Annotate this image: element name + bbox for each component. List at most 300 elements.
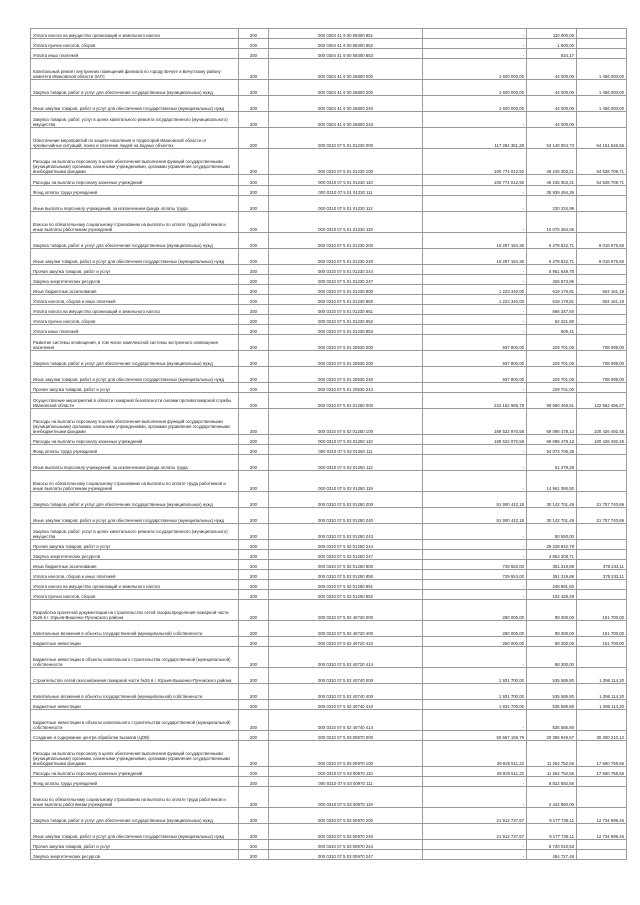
row-code-cell: 200 — [239, 524, 269, 540]
row-name-cell: Иные закупки товаров, работ и услуг для обеспечения государственных (муниципальных) нужд — [31, 508, 239, 524]
table-row — [31, 824, 627, 840]
row-rest-cell — [577, 275, 627, 285]
row-name-cell: Иные закупки товаров, работ и услуг для обеспечения государственных (муниципальных) нужд — [31, 824, 239, 840]
row-kbk-cell: 000 0304 41 9 00 59300 851 — [269, 29, 423, 39]
row-fact-cell: 44 000,00 — [527, 59, 577, 80]
table-row — [31, 435, 627, 445]
row-name-cell: Обеспечение мероприятий по защите населения и территорий Ивановской области от чрезвычайных ситуаций, поиск и спасение людей на водных объектах — [31, 128, 239, 149]
row-rest-cell — [577, 471, 627, 492]
row-name-cell: Прочая закупка товаров, работ и услуг — [31, 383, 239, 393]
row-kbk-cell: 000 0310 07 5 02 01250 852 — [269, 590, 423, 600]
table-row — [31, 59, 627, 80]
row-kbk-cell: 000 0310 07 5 01 01230 240 — [269, 249, 423, 265]
row-rest-cell: 12 734 999,46 — [577, 808, 627, 824]
table-row — [31, 351, 627, 367]
row-code-cell: 200 — [239, 325, 269, 335]
row-code-cell: 200 — [239, 393, 269, 409]
row-rest-cell: 54 528 709,71 — [577, 175, 627, 186]
row-code-cell: 200 — [239, 647, 269, 668]
row-fact-cell: 44 000,00 — [527, 96, 577, 112]
row-rest-cell: 161 700,00 — [577, 621, 627, 637]
row-kbk-cell: 000 0304 41 9 00 59300 852 — [269, 39, 423, 49]
row-name-cell: Уплата налога на имущество организаций и земельного налога — [31, 29, 239, 39]
row-name-cell: Расходы на выплаты персоналу казенных учреждений — [31, 435, 239, 445]
report-page — [30, 28, 626, 860]
row-kbk-cell: 000 0310 07 5 02 01250 850 — [269, 570, 423, 580]
row-fact-cell: 619 178,81 — [527, 295, 577, 305]
row-code-cell: 200 — [239, 409, 269, 435]
row-code-cell: 200 — [239, 508, 269, 524]
row-code-cell: 200 — [239, 315, 269, 325]
row-plan-cell: - — [423, 580, 527, 590]
row-code-cell: 200 — [239, 435, 269, 445]
row-fact-cell: 535 585,80 — [527, 668, 577, 684]
row-code-cell: 200 — [239, 196, 269, 212]
row-kbk-cell: 000 0310 07 5 02 40720 410 — [269, 637, 423, 647]
row-rest-cell — [577, 590, 627, 600]
row-plan-cell: 15 287 194,36 — [423, 249, 527, 265]
row-fact-cell: 30 142 701,49 — [527, 492, 577, 508]
table-row — [31, 540, 627, 550]
row-rest-cell: 64 151 546,55 — [577, 128, 627, 149]
row-plan-cell: 1 500 000,00 — [423, 80, 527, 96]
row-kbk-cell: 000 0310 07 5 02 01250 800 — [269, 560, 423, 570]
row-kbk-cell: 000 0310 07 5 03 00970 244 — [269, 840, 423, 850]
row-rest-cell: 378 233,11 — [577, 570, 627, 580]
row-plan-cell: - — [423, 315, 527, 325]
row-plan-cell: - — [423, 647, 527, 668]
row-kbk-cell: 000 0310 07 5 01 01230 850 — [269, 295, 423, 305]
row-rest-cell — [577, 787, 627, 808]
row-code-cell: 200 — [239, 233, 269, 249]
row-plan-cell: - — [423, 305, 527, 315]
row-fact-cell: 69 096 478,13 — [527, 409, 577, 435]
row-rest-cell — [577, 29, 627, 39]
row-name-cell: Капитальный ремонт внутренних помещений филиала по городу Вичуге и Вичугскому району комитета Ивановской области ЗАГС — [31, 59, 239, 80]
row-code-cell: 200 — [239, 265, 269, 275]
row-code-cell: 200 — [239, 59, 269, 80]
row-name-cell: Закупка товаров, работ и услуг для обеспечения государственных (муниципальных) нужд — [31, 492, 239, 508]
row-name-cell: Фонд оплаты труда учреждений — [31, 777, 239, 787]
row-fact-cell: 229 701,00 — [527, 367, 577, 383]
row-kbk-cell: 000 0310 07 5 02 01250 244 — [269, 540, 423, 550]
table-row — [31, 196, 627, 212]
row-rest-cell — [577, 39, 627, 49]
row-kbk-cell: 000 0304 41 9 00 25800 240 — [269, 96, 423, 112]
table-row — [31, 96, 627, 112]
table-body — [31, 29, 627, 860]
table-row — [31, 315, 627, 325]
row-kbk-cell: 000 0310 07 5 01 01230 000 — [269, 128, 423, 149]
row-plan-cell: - — [423, 112, 527, 128]
row-fact-cell: 61 378,28 — [527, 455, 577, 471]
row-rest-cell — [577, 445, 627, 455]
row-fact-cell: 535 585,80 — [527, 710, 577, 731]
row-rest-cell — [577, 212, 627, 233]
row-fact-cell: 44 000,00 — [527, 80, 577, 96]
table-row — [31, 383, 627, 393]
row-kbk-cell: 000 0310 07 5 01 20530 200 — [269, 351, 423, 367]
row-rest-cell — [577, 550, 627, 560]
row-rest-cell: 604 161,19 — [577, 295, 627, 305]
row-plan-cell: 100 774 012,92 — [423, 175, 527, 186]
row-code-cell: 200 — [239, 637, 269, 647]
row-plan-cell: 729 553,00 — [423, 560, 527, 570]
row-kbk-cell: 000 0310 07 5 03 00970 247 — [269, 850, 423, 860]
row-kbk-cell: 000 0310 07 5 02 01250 247 — [269, 550, 423, 560]
row-rest-cell: 1 396 114,20 — [577, 700, 627, 710]
row-code-cell: 200 — [239, 710, 269, 731]
row-name-cell: Расходы на выплаты персоналу казенных учреждений — [31, 175, 239, 186]
table-row — [31, 305, 627, 315]
row-plan-cell: 1 223 340,00 — [423, 295, 527, 305]
row-rest-cell: 17 560 758,66 — [577, 767, 627, 777]
row-fact-cell: 52 221,90 — [527, 315, 577, 325]
row-name-cell: Иные выплаты персоналу учреждений, за исключением фонда оплаты труда — [31, 196, 239, 212]
table-row — [31, 710, 627, 731]
row-kbk-cell: 000 0310 07 5 01 01230 247 — [269, 275, 423, 285]
row-code-cell: 200 — [239, 550, 269, 560]
row-code-cell: 200 — [239, 787, 269, 808]
row-rest-cell — [577, 186, 627, 196]
row-code-cell: 200 — [239, 29, 269, 39]
table-row — [31, 808, 627, 824]
row-plan-cell: 169 522 970,58 — [423, 409, 527, 435]
row-kbk-cell: 000 0310 07 5 02 01250 243 — [269, 524, 423, 540]
row-kbk-cell: 000 0310 07 5 02 01250 851 — [269, 580, 423, 590]
row-name-cell: Уплата налогов, сборов и иных платежей — [31, 570, 239, 580]
row-name-cell: Уплата прочих налогов, сборов — [31, 39, 239, 49]
row-name-cell: Бюджетные инвестиции в объекты капитального строительства государственной (муниципальной) собственности — [31, 710, 239, 731]
row-code-cell: 200 — [239, 351, 269, 367]
row-fact-cell: 454 727,48 — [527, 850, 577, 860]
row-plan-cell: 1 931 700,00 — [423, 700, 527, 710]
row-plan-cell: 250 000,00 — [423, 621, 527, 637]
row-plan-cell: - — [423, 212, 527, 233]
row-plan-cell: - — [423, 710, 527, 731]
row-rest-cell — [577, 315, 627, 325]
row-rest-cell: 1 456 000,00 — [577, 80, 627, 96]
row-fact-cell: 10 075 484,06 — [527, 212, 577, 233]
table-row — [31, 570, 627, 580]
row-code-cell: 200 — [239, 767, 269, 777]
row-fact-cell: 44 000,00 — [527, 112, 577, 128]
row-code-cell: 200 — [239, 741, 269, 767]
table-row — [31, 409, 627, 435]
row-plan-cell: 1 931 700,00 — [423, 684, 527, 700]
row-plan-cell: - — [423, 540, 527, 550]
row-plan-cell: 250 000,00 — [423, 600, 527, 621]
row-kbk-cell: 000 0310 07 5 01 01230 800 — [269, 285, 423, 295]
row-rest-cell: 1 456 000,00 — [577, 59, 627, 80]
row-name-cell: Уплата прочих налогов, сборов — [31, 315, 239, 325]
row-plan-cell: - — [423, 787, 527, 808]
row-rest-cell: 9 018 675,65 — [577, 233, 627, 249]
row-name-cell: Уплата налога на имущество организаций и земельного налога — [31, 305, 239, 315]
row-code-cell: 200 — [239, 186, 269, 196]
table-row — [31, 777, 627, 787]
row-plan-cell: - — [423, 29, 527, 39]
row-fact-cell: 11 264 752,56 — [527, 767, 577, 777]
row-rest-cell: 708 099,00 — [577, 335, 627, 351]
row-plan-cell: 21 912 737,57 — [423, 824, 527, 840]
row-fact-cell: 35 939 484,26 — [527, 186, 577, 196]
row-fact-cell: 5 951 648,75 — [527, 265, 577, 275]
row-code-cell: 200 — [239, 590, 269, 600]
row-name-cell: Прочая закупка товаров, работ и услуг — [31, 840, 239, 850]
row-code-cell: 200 — [239, 621, 269, 637]
row-code-cell: 200 — [239, 305, 269, 315]
row-name-cell: Иные закупки товаров, работ и услуг для обеспечения государственных (муниципальных) нужд — [31, 367, 239, 383]
row-plan-cell: 250 000,00 — [423, 637, 527, 647]
table-row — [31, 445, 627, 455]
row-name-cell: Расходы на выплаты персоналу в целях обеспечения выполнения функций государственными (муниципальными) органами, казенными учреждениями, органами управления государственными внебюджетными фондами — [31, 409, 239, 435]
table-row — [31, 580, 627, 590]
row-fact-cell: 46 245 303,21 — [527, 175, 577, 186]
row-name-cell: Бюджетные инвестиции — [31, 700, 239, 710]
row-rest-cell: 708 099,00 — [577, 351, 627, 367]
row-fact-cell: 25 228 842,78 — [527, 540, 577, 550]
row-rest-cell — [577, 647, 627, 668]
row-kbk-cell: 000 0310 07 5 01 01230 110 — [269, 175, 423, 186]
table-row — [31, 637, 627, 647]
row-code-cell: 200 — [239, 808, 269, 824]
table-row — [31, 590, 627, 600]
row-fact-cell: 326 873,96 — [527, 275, 577, 285]
row-rest-cell: 1 456 000,00 — [577, 96, 627, 112]
row-plan-cell: 51 900 442,18 — [423, 492, 527, 508]
row-plan-cell: 50 667 159,79 — [423, 731, 527, 741]
row-plan-cell: 1 500 000,00 — [423, 59, 527, 80]
row-plan-cell: 937 800,00 — [423, 335, 527, 351]
row-fact-cell: 248 891,60 — [527, 580, 577, 590]
table-row — [31, 840, 627, 850]
row-rest-cell: 17 560 758,66 — [577, 741, 627, 767]
row-name-cell: Строительство сетей газоснабжения пожарной части №26 в г. Юрьев-Вышенко-Пучежского района — [31, 668, 239, 684]
row-kbk-cell: 000 0310 07 5 02 01250 100 — [269, 409, 423, 435]
row-plan-cell: 28 825 511,22 — [423, 767, 527, 777]
row-plan-cell: - — [423, 777, 527, 787]
table-row — [31, 393, 627, 409]
row-fact-cell: 6 278 522,71 — [527, 233, 577, 249]
row-fact-cell: 30 142 701,49 — [527, 508, 577, 524]
row-plan-cell: 21 912 737,57 — [423, 808, 527, 824]
table-row — [31, 508, 627, 524]
row-name-cell: Расходы на выплаты персоналу в целях обеспечения выполнения функций государственными (муниципальными) органами, казенными учреждениями, органами управления государственными внебюджетными фондами — [31, 149, 239, 175]
row-code-cell: 200 — [239, 600, 269, 621]
table-row — [31, 325, 627, 335]
row-kbk-cell: 000 0310 07 5 01 20530 000 — [269, 335, 423, 351]
row-code-cell: 200 — [239, 668, 269, 684]
row-fact-cell: 351 319,89 — [527, 560, 577, 570]
row-code-cell: 200 — [239, 175, 269, 186]
row-rest-cell: 9 018 675,65 — [577, 249, 627, 265]
row-plan-cell: - — [423, 265, 527, 275]
table-row — [31, 233, 627, 249]
row-rest-cell: 122 562 496,27 — [577, 393, 627, 409]
row-rest-cell — [577, 524, 627, 540]
row-name-cell: Прочая закупка товаров, работ и услуг — [31, 265, 239, 275]
row-name-cell: Взносы по обязательному социальному страхованию на выплаты по оплате труда работников и иные выплаты работникам учреждений — [31, 787, 239, 808]
table-row — [31, 249, 627, 265]
table-row — [31, 668, 627, 684]
row-rest-cell — [577, 540, 627, 550]
row-fact-cell: 229 701,00 — [527, 335, 577, 351]
row-fact-cell: 1 500,00 — [527, 39, 577, 49]
row-name-cell: Уплата налогов, сборов и иных платежей — [31, 295, 239, 305]
table-row — [31, 455, 627, 471]
row-kbk-cell: 000 0304 41 9 00 59300 853 — [269, 49, 423, 59]
row-plan-cell: - — [423, 840, 527, 850]
row-code-cell: 200 — [239, 445, 269, 455]
table-row — [31, 275, 627, 285]
row-fact-cell: 4 863 308,71 — [527, 550, 577, 560]
row-fact-cell: 88 300,00 — [527, 637, 577, 647]
row-code-cell: 200 — [239, 700, 269, 710]
row-name-cell: Прочая закупка товаров, работ и услуг — [31, 540, 239, 550]
row-kbk-cell: 000 0310 07 5 01 01230 112 — [269, 196, 423, 212]
row-kbk-cell: 000 0310 07 5 02 01250 000 — [269, 393, 423, 409]
row-kbk-cell: 000 0310 07 5 02 40740 400 — [269, 684, 423, 700]
row-kbk-cell: 000 0310 07 5 03 00970 110 — [269, 767, 423, 777]
row-plan-cell: - — [423, 550, 527, 560]
table-row — [31, 647, 627, 668]
row-rest-cell — [577, 580, 627, 590]
row-code-cell: 200 — [239, 128, 269, 149]
row-code-cell: 200 — [239, 112, 269, 128]
row-plan-cell: 28 825 511,22 — [423, 741, 527, 767]
row-fact-cell: 53 140 004,73 — [527, 128, 577, 149]
row-plan-cell: - — [423, 196, 527, 212]
row-plan-cell: - — [423, 325, 527, 335]
row-rest-cell: 54 528 709,71 — [577, 149, 627, 175]
row-name-cell: Закупка товаров, работ и услуг для обеспечения государственных (муниципальных) нужд — [31, 351, 239, 367]
table-row — [31, 186, 627, 196]
row-fact-cell: 9 177 738,11 — [527, 824, 577, 840]
row-code-cell: 200 — [239, 96, 269, 112]
row-plan-cell: - — [423, 590, 527, 600]
row-kbk-cell: 000 0310 07 5 01 01230 852 — [269, 315, 423, 325]
row-kbk-cell: 000 0310 07 5 02 01250 240 — [269, 508, 423, 524]
row-fact-cell: 619 178,81 — [527, 285, 577, 295]
row-kbk-cell: 000 0310 07 5 02 01250 112 — [269, 455, 423, 471]
row-name-cell: Разработка проектной документации на строительство сетей газораспределения пожарной части №26 в г. Юрьев-Вишенко-Пучежского района — [31, 600, 239, 621]
budget-execution-table — [30, 28, 627, 860]
row-plan-cell: - — [423, 524, 527, 540]
row-fact-cell: 229 701,00 — [527, 383, 577, 393]
row-name-cell: Закупка товаров, работ, услуг в целях капитального ремонта государственного (муниципального) имущества — [31, 524, 239, 540]
table-row — [31, 80, 627, 96]
row-fact-cell: 834,17 — [527, 49, 577, 59]
table-row — [31, 731, 627, 741]
row-code-cell: 200 — [239, 731, 269, 741]
row-plan-cell: - — [423, 850, 527, 860]
row-fact-cell: 20 396 949,67 — [527, 731, 577, 741]
row-name-cell: Уплата прочих налогов, сборов — [31, 590, 239, 600]
row-fact-cell: 88 300,00 — [527, 621, 577, 637]
row-kbk-cell: 000 0310 07 5 02 40720 000 — [269, 600, 423, 621]
row-code-cell: 200 — [239, 850, 269, 860]
row-code-cell: 200 — [239, 80, 269, 96]
row-rest-cell — [577, 850, 627, 860]
row-rest-cell: 100 426 492,45 — [577, 409, 627, 435]
row-code-cell: 200 — [239, 580, 269, 590]
row-plan-cell: - — [423, 471, 527, 492]
row-rest-cell: 21 757 740,69 — [577, 508, 627, 524]
row-code-cell: 200 — [239, 824, 269, 840]
table-row — [31, 767, 627, 777]
table-row — [31, 621, 627, 637]
row-name-cell: Развитие системы оповещения, в том числе комплексной системы экстренного оповещения населения — [31, 335, 239, 351]
table-row — [31, 285, 627, 295]
row-rest-cell: 12 734 999,46 — [577, 824, 627, 840]
table-row — [31, 128, 627, 149]
row-kbk-cell: 000 0310 07 5 01 01230 119 — [269, 212, 423, 233]
row-rest-cell: 161 700,00 — [577, 600, 627, 621]
row-code-cell: 200 — [239, 49, 269, 59]
row-plan-cell: 222 152 965,78 — [423, 393, 527, 409]
table-row — [31, 49, 627, 59]
row-fact-cell: 50 550,00 — [527, 524, 577, 540]
row-code-cell: 200 — [239, 249, 269, 265]
row-rest-cell — [577, 196, 627, 212]
row-code-cell: 200 — [239, 285, 269, 295]
row-kbk-cell: 000 0310 07 5 02 01250 111 — [269, 445, 423, 455]
table-row — [31, 335, 627, 351]
row-rest-cell — [577, 383, 627, 393]
row-kbk-cell: 000 0310 07 5 01 20530 244 — [269, 383, 423, 393]
row-kbk-cell: 000 0310 07 5 02 40720 400 — [269, 621, 423, 637]
row-code-cell: 200 — [239, 840, 269, 850]
row-kbk-cell: 000 0310 07 5 01 01230 111 — [269, 186, 423, 196]
row-fact-cell: 8 720 010,63 — [527, 840, 577, 850]
row-name-cell: Иные бюджетные ассигнования — [31, 285, 239, 295]
row-name-cell: Бюджетные инвестиции в объекты капитального строительства государственной (муниципальной) собственности — [31, 647, 239, 668]
row-plan-cell: 15 287 194,36 — [423, 233, 527, 249]
row-name-cell: Закупка товаров, работ и услуг для обеспечения государственных (муниципальных) нужд — [31, 80, 239, 96]
row-fact-cell: 9 177 738,11 — [527, 808, 577, 824]
row-fact-cell: 535 585,80 — [527, 700, 577, 710]
table-row — [31, 550, 627, 560]
row-plan-cell: - — [423, 186, 527, 196]
row-fact-cell: 351 319,89 — [527, 570, 577, 580]
row-rest-cell: 604 161,19 — [577, 285, 627, 295]
table-row — [31, 524, 627, 540]
row-fact-cell: 14 961 390,50 — [527, 471, 577, 492]
row-kbk-cell: 000 0310 07 5 02 40740 410 — [269, 700, 423, 710]
row-plan-cell: - — [423, 49, 527, 59]
row-name-cell: Иные бюджетные ассигнования — [31, 560, 239, 570]
row-fact-cell: 2 442 860,00 — [527, 787, 577, 808]
table-row — [31, 700, 627, 710]
row-plan-cell: 100 774 012,92 — [423, 149, 527, 175]
row-plan-cell: - — [423, 455, 527, 471]
row-code-cell: 200 — [239, 295, 269, 305]
row-rest-cell: 1 396 114,20 — [577, 668, 627, 684]
row-name-cell: Осуществление мероприятий в области пожарной безопасности силами противопожарной службы Ивановской области — [31, 393, 239, 409]
table-row — [31, 684, 627, 700]
row-kbk-cell: 000 0310 07 5 02 40720 414 — [269, 647, 423, 668]
row-name-cell: Закупка энергетических ресурсов — [31, 550, 239, 560]
row-plan-cell: - — [423, 39, 527, 49]
row-rest-cell — [577, 112, 627, 128]
row-name-cell: Взносы по обязательному социальному страхованию на выплаты по оплате труда работников и иные выплаты работникам учреждений — [31, 212, 239, 233]
row-name-cell: Иные закупки товаров, работ и услуг для обеспечения государственных (муниципальных) нужд — [31, 96, 239, 112]
row-code-cell: 200 — [239, 471, 269, 492]
row-kbk-cell: 000 0310 07 5 01 01230 200 — [269, 233, 423, 249]
row-code-cell: 200 — [239, 492, 269, 508]
row-name-cell: Уплата налога на имущество организаций и земельного налога — [31, 580, 239, 590]
